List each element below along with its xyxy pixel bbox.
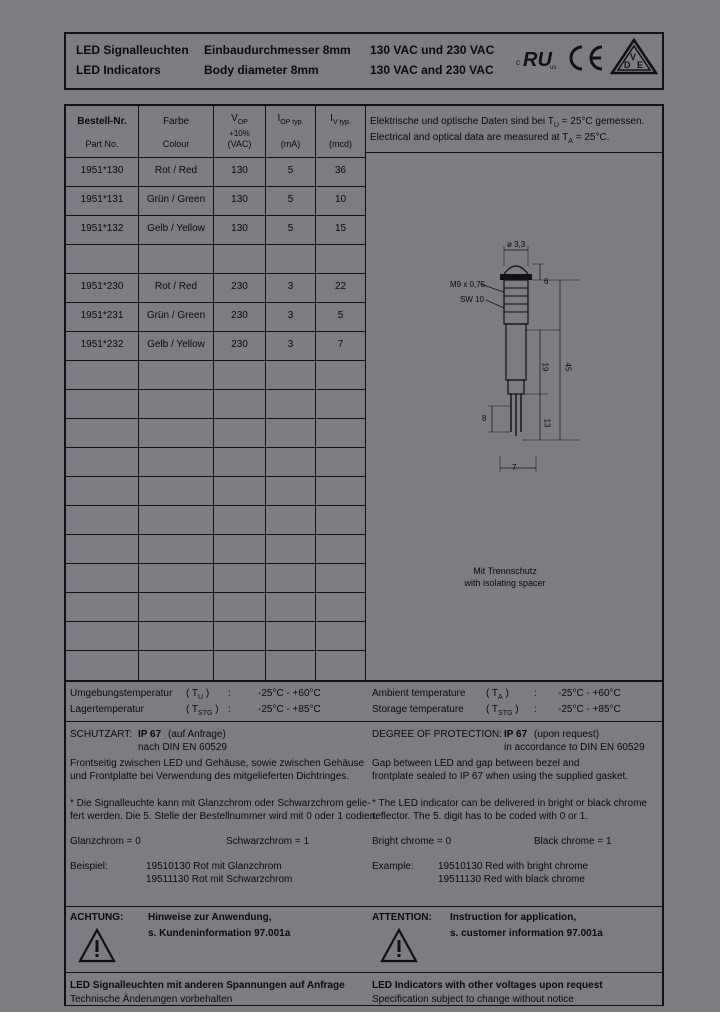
diameter-de: Einbaudurchmesser 8mm	[204, 43, 351, 57]
measure-note-en	[370, 132, 609, 148]
table-cell-vop: 130	[231, 194, 248, 205]
table-cell-vop: 130	[231, 165, 248, 176]
footer-changes-en: Specification subject to change without notice	[372, 994, 574, 1005]
table-cell-vop: 230	[231, 281, 248, 292]
table-col-line	[138, 105, 139, 680]
ambient-temp-en-label: Ambient temperature	[372, 688, 466, 699]
section-divider	[64, 972, 664, 973]
dim-45: 45	[563, 362, 573, 372]
ambient-temp-de-symbol	[186, 688, 209, 704]
storage-temp-de-label: Lagertemperatur	[70, 704, 144, 715]
table-row-divider	[66, 157, 366, 158]
ambient-temp-en-sub: A	[498, 694, 503, 701]
header-bottom-border	[64, 88, 664, 90]
chrome-note-en-2: reflector. The 5. digit has to be coded with 0 or 1.	[372, 811, 589, 822]
col-vop-tolerance: +10%	[229, 129, 250, 138]
table-cell-part: 1951*130	[80, 165, 124, 176]
measure-note-de	[370, 116, 644, 132]
table-row-divider	[66, 621, 366, 622]
note-underline	[366, 152, 663, 153]
storage-temp-de-range: -25°C - +85°C	[258, 704, 321, 715]
footer-other-voltages-de: LED Signalleuchten mit anderen Spannungen auf Anfrage	[70, 980, 345, 991]
storage-temp-en-range: -25°C - +85°C	[558, 704, 621, 715]
table-cell-iv: 36	[334, 165, 347, 176]
chrome-note-de-1: * Die Signalleuchte kann mit Glanzchrom oder Schwarzchrom gelie-	[70, 798, 371, 809]
storage-temp-de-symbol	[186, 704, 219, 720]
table-row-divider	[66, 447, 366, 448]
header-right-border	[662, 32, 664, 90]
attention-label-en: ATTENTION:	[372, 912, 432, 923]
ambient-temp-de-close: )	[205, 688, 210, 699]
measure-note-en-sub: A	[568, 138, 573, 145]
table-row-divider	[66, 360, 366, 361]
diameter-en: Body diameter 8mm	[204, 63, 319, 77]
table-cell-iop: 5	[287, 223, 294, 234]
svg-text:us: us	[550, 65, 557, 71]
protection-ip-en: IP 67	[504, 729, 528, 740]
table-col-line	[365, 105, 366, 680]
example-2-de: 19511130 Rot mit Schwarzchrom	[146, 874, 293, 885]
ambient-temp-de-t: ( T	[186, 688, 199, 699]
table-row-divider	[66, 592, 366, 593]
svg-text:RU: RU	[523, 49, 552, 71]
dim-wrench-size: SW 10	[460, 295, 485, 304]
ambient-temp-de-colon: :	[228, 688, 231, 699]
table-col-line	[265, 105, 266, 680]
table-cell-iv: 5	[337, 310, 344, 321]
table-row-divider	[66, 215, 366, 216]
chrome-glanz: Glanzchrom = 0	[70, 836, 141, 847]
table-cell-iv: 22	[334, 281, 347, 292]
table-cell-colour: Gelb / Yellow	[147, 223, 205, 234]
ambient-temp-en-range: -25°C - +60°C	[558, 688, 621, 699]
storage-temp-en-sub: STG	[498, 710, 513, 717]
measure-note-de-sub: U	[553, 122, 559, 129]
table-cell-part: 1951*131	[80, 194, 124, 205]
col-order-de: Bestell-Nr.	[77, 116, 127, 127]
header-top-border	[64, 32, 664, 34]
footer-changes-de: Technische Änderungen vorbehalten	[70, 994, 233, 1005]
ambient-temp-de-label: Umgebungstemperatur	[70, 688, 173, 699]
title-en: LED Indicators	[76, 63, 161, 77]
col-colour-de: Farbe	[162, 116, 190, 127]
table-cell-vop: 230	[231, 339, 248, 350]
table-cell-colour: Rot / Red	[154, 281, 198, 292]
title-de: LED Signalleuchten	[76, 43, 189, 57]
table-row-divider	[66, 563, 366, 564]
dim-thread: M9 x 0,75	[450, 280, 486, 289]
table-cell-part: 1951*232	[80, 339, 124, 350]
attention-label-de: ACHTUNG:	[70, 912, 124, 923]
table-cell-iop: 5	[287, 165, 294, 176]
chrome-bright: Bright chrome = 0	[372, 836, 452, 847]
table-row-divider	[66, 650, 366, 651]
storage-temp-de-close: )	[215, 704, 219, 715]
protection-desc-de-1: Frontseitig zwischen LED und Gehäuse, sowie zwischen Gehäuse	[70, 758, 365, 769]
col-iv-symbol: I	[330, 113, 333, 124]
dim-13: 13	[542, 418, 552, 428]
measure-note-en-end: = 25°C.	[572, 132, 610, 143]
storage-temp-en-colon: :	[534, 704, 537, 715]
ambient-temp-de-sub: U	[198, 694, 204, 701]
col-vop	[214, 113, 265, 129]
col-order-en: Part No.	[85, 139, 119, 149]
storage-temp-en-label: Storage temperature	[372, 704, 464, 715]
storage-temp-de-colon: :	[228, 704, 231, 715]
table-row-divider	[66, 331, 366, 332]
table-cell-iv: 10	[334, 194, 347, 205]
table-cell-iop: 3	[287, 281, 294, 292]
chrome-schwarz: Schwarzchrom = 1	[226, 836, 310, 847]
col-iop	[266, 113, 315, 129]
drawing-caption-en: with isolating spacer	[464, 578, 546, 588]
protection-label-de: SCHUTZART:	[70, 729, 133, 740]
dim-7: 7	[512, 463, 517, 472]
vde-mark	[610, 38, 658, 76]
col-iop-sub: OP typ.	[280, 119, 304, 126]
example-label-de: Beispiel:	[70, 861, 108, 872]
svg-text:E: E	[637, 60, 644, 70]
drawing-caption-de: Mit Trennschutz	[473, 566, 537, 576]
protection-norm-de: nach DIN EN 60529	[138, 742, 227, 753]
table-col-line	[315, 105, 316, 680]
table-row-divider	[66, 418, 366, 419]
table-row-divider	[66, 476, 366, 477]
table-cell-colour: Rot / Red	[154, 165, 198, 176]
col-vop-symbol: V	[231, 113, 238, 124]
protection-ip-de: IP 67	[138, 729, 162, 740]
protection-request-en: (upon request)	[534, 729, 600, 740]
body-top-border	[64, 104, 664, 106]
col-iv-unit: (mcd)	[329, 139, 352, 149]
chrome-black: Black chrome = 1	[534, 836, 612, 847]
header-left-border	[64, 32, 66, 90]
ul-logo	[516, 44, 560, 72]
led-dimension-drawing	[440, 236, 590, 476]
protection-norm-en: in accordance to DIN EN 60529	[504, 742, 645, 753]
table-cell-iop: 3	[287, 310, 294, 321]
measure-note-de-text: Elektrische und optische Daten sind bei T	[370, 116, 554, 127]
chrome-note-de-2: fert werden. Die 5. Stelle der Bestellnummer wird mit 0 oder 1 codiert.	[70, 811, 379, 822]
col-iop-symbol: I	[277, 113, 281, 124]
chrome-note-en-1: * The LED indicator can be delivered in bright or black chrome	[372, 798, 647, 809]
ambient-temp-en-symbol	[486, 688, 509, 704]
svg-text:c: c	[516, 58, 520, 67]
attention-text-en-2: s. customer information 97.001a	[450, 928, 603, 939]
svg-text:D: D	[624, 60, 631, 70]
table-col-line	[213, 105, 214, 680]
attention-text-de-1: Hinweise zur Anwendung,	[148, 912, 272, 923]
dim-6: 6	[544, 277, 549, 286]
protection-label-en: DEGREE OF PROTECTION:	[372, 729, 503, 740]
col-iv	[316, 113, 365, 129]
dim-diameter: ø 3,3	[507, 240, 526, 249]
table-row-divider	[66, 273, 366, 274]
table-cell-iop: 5	[287, 194, 294, 205]
table-cell-colour: Grün / Green	[146, 310, 206, 321]
table-cell-vop: 130	[231, 223, 248, 234]
body-left-border	[64, 104, 66, 1006]
ambient-temp-en-close: )	[505, 688, 509, 699]
section-divider	[64, 906, 664, 907]
dim-19: 19	[540, 362, 550, 372]
table-cell-vop: 230	[231, 310, 248, 321]
table-cell-iv: 7	[337, 339, 344, 350]
table-row-divider	[66, 186, 366, 187]
dim-8: 8	[482, 414, 487, 423]
storage-temp-de-t: ( T	[186, 704, 199, 715]
table-cell-part: 1951*230	[80, 281, 124, 292]
col-vop-unit: (VAC)	[227, 139, 252, 149]
example-2-en: 19511130 Red with black chrome	[438, 874, 585, 885]
voltage-en: 130 VAC and 230 VAC	[370, 63, 494, 77]
voltage-de: 130 VAC und 230 VAC	[370, 43, 495, 57]
storage-temp-de-sub: STG	[198, 710, 213, 717]
ambient-temp-en-t: ( T	[486, 688, 499, 699]
col-iop-unit: (mA)	[280, 139, 301, 149]
table-row-divider	[66, 505, 366, 506]
col-colour-en: Colour	[162, 139, 190, 149]
protection-request-de: (auf Anfrage)	[168, 729, 226, 740]
table-row-divider	[66, 389, 366, 390]
protection-desc-en-2: frontplate sealed to IP 67 when using the supplied gasket.	[372, 771, 629, 782]
table-row-divider	[66, 244, 366, 245]
table-cell-part: 1951*132	[80, 223, 124, 234]
example-label-en: Example:	[372, 861, 414, 872]
measure-note-en-text: Electrical and optical data are measured at T	[370, 132, 569, 143]
section-divider	[64, 680, 664, 682]
svg-text:V: V	[630, 52, 637, 62]
col-vop-sub: OP	[237, 119, 248, 126]
section-divider	[64, 721, 664, 722]
storage-temp-en-close: )	[515, 704, 519, 715]
example-1-de: 19510130 Rot mit Glanzchrom	[146, 861, 282, 872]
table-row-divider	[66, 534, 366, 535]
body-right-border	[662, 104, 664, 1006]
table-cell-iop: 3	[287, 339, 294, 350]
measure-note-de-end: = 25°C gemessen.	[558, 116, 645, 127]
storage-temp-en-symbol	[486, 704, 519, 720]
ambient-temp-en-colon: :	[534, 688, 537, 699]
footer-other-voltages-en: LED Indicators with other voltages upon request	[372, 980, 603, 991]
protection-desc-en-1: Gap between LED and gap between bezel and	[372, 758, 580, 769]
table-cell-part: 1951*231	[80, 310, 124, 321]
ambient-temp-de-range: -25°C - +60°C	[258, 688, 321, 699]
example-1-en: 19510130 Red with bright chrome	[438, 861, 589, 872]
table-row-divider	[66, 302, 366, 303]
warning-icon	[380, 928, 418, 964]
col-iv-sub: V typ.	[332, 119, 351, 126]
table-cell-colour: Grün / Green	[146, 194, 206, 205]
protection-desc-de-2: und Frontplatte bei Verwendung des mitgelieferten Dichtringes.	[70, 771, 350, 782]
attention-text-de-2: s. Kundeninformation 97.001a	[148, 928, 291, 939]
storage-temp-en-t: ( T	[486, 704, 499, 715]
warning-icon	[78, 928, 116, 964]
attention-text-en-1: Instruction for application,	[450, 912, 577, 923]
ce-mark	[566, 42, 606, 74]
table-cell-iv: 15	[334, 223, 347, 234]
table-cell-colour: Gelb / Yellow	[147, 339, 205, 350]
